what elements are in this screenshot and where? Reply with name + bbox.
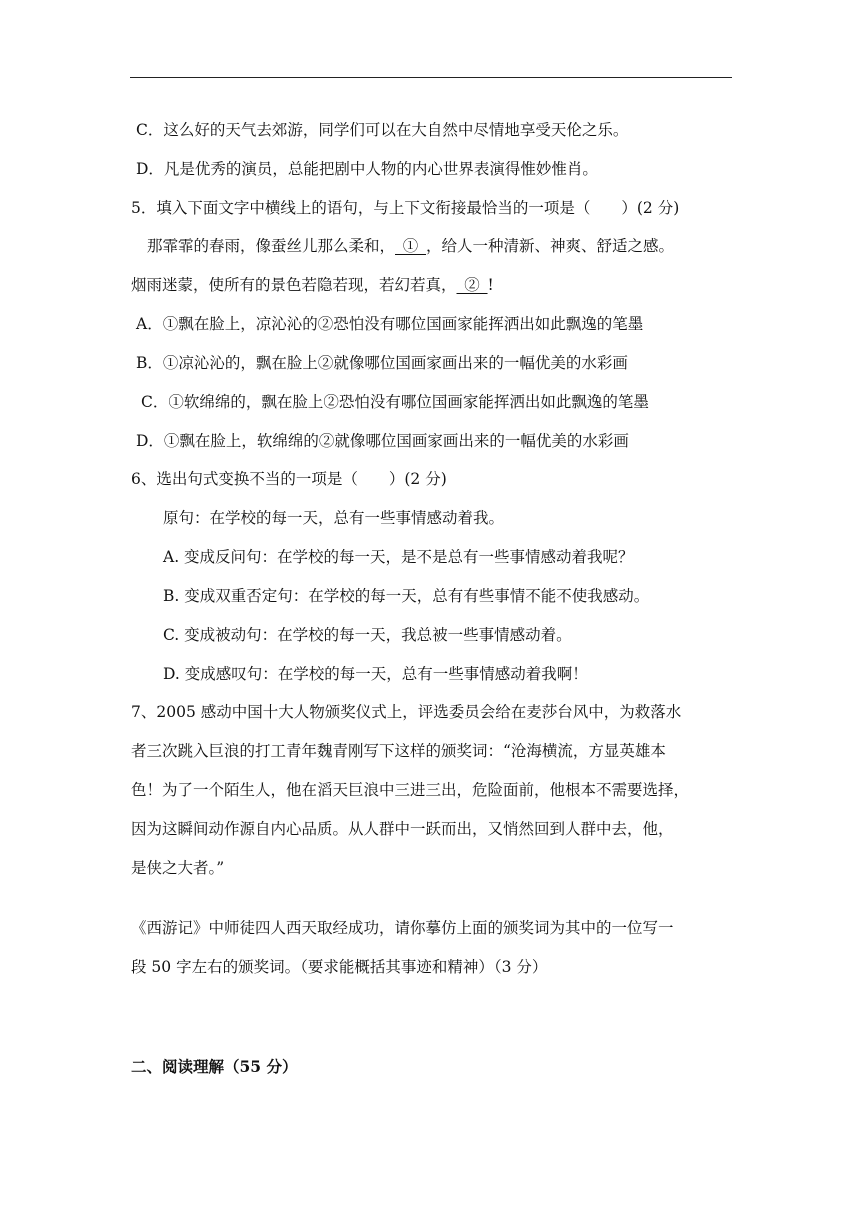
q4-option-d: D．凡是优秀的演员，总能把剧中人物的内心世界表演得惟妙惟肖。 [136,160,598,178]
header-rule [130,77,732,78]
q6-option-b: B. 变成双重否定句：在学校的每一天，总有有些事情不能不使我感动。 [163,587,650,605]
q5-option-c: C．①软绵绵的，飘在脸上②恐怕没有哪位国画家能挥洒出如此飘逸的笔墨 [141,393,649,411]
q5-passage-line2 [131,275,494,295]
q5-option-d: D．①飘在脸上，软绵绵的②就像哪位国画家画出来的一幅优美的水彩画 [136,432,629,450]
q5-passage-c: 烟雨迷蒙，使所有的景色若隐若现，若幻若真， [131,276,457,294]
q4-option-c: C．这么好的天气去郊游，同学们可以在大自然中尽情地享受天伦之乐。 [136,121,629,139]
q6-option-a: A. 变成反问句：在学校的每一天，是不是总有一些事情感动着我呢？ [163,548,634,566]
q5-passage-a: 那霏霏的春雨，像蚕丝儿那么柔和， [147,237,396,255]
q5-blank-2: _②_ [456,276,488,294]
q7-line-4: 因为这瞬间动作源自内心品质。从人群中一跃而出，又悄然回到人群中去，他， [131,820,674,838]
q7-task-line-2: 段 50 字左右的颁奖词。（要求能概括其事迹和精神）（3 分） [131,958,548,976]
q5-blank-1: _①_ [395,237,427,255]
q7-line-5: 是侠之大者。” [131,859,225,877]
q5-passage-d: ! [487,276,494,294]
q6-option-d: D. 变成感叹句：在学校的每一天，总有一些事情感动着我啊！ [163,665,588,683]
q7-line-2: 者三次跳入巨浪的打工青年魏青刚写下这样的颁奖词：“沧海横流，方显英雄本 [131,742,666,760]
q5-option-b: B．①凉沁沁的，飘在脸上②就像哪位国画家画出来的一幅优美的水彩画 [136,354,628,372]
section-2-heading: 二、阅读理解（55 分） [131,1057,298,1076]
q7-task-line-1: 《西游记》中师徒四人西天取经成功，请你摹仿上面的颁奖词为其中的一位写一 [131,919,674,937]
q6-question: 6、选出句式变换不当的一项是（ ）(2 分) [131,470,447,488]
q5-question: 5．填入下面文字中横线上的语句，与上下文衔接最恰当的一项是（ ）(2 分) [131,199,680,217]
q7-line-3: 色！为了一个陌生人，他在滔天巨浪中三进三出，危险面前，他根本不需要选择， [131,781,690,799]
q6-option-c: C. 变成被动句：在学校的每一天，我总被一些事情感动着。 [163,626,572,644]
q5-passage-b: ，给人一种清新、神爽、舒适之感。 [426,237,675,255]
q5-passage-line1 [147,236,674,256]
q5-option-a: A．①飘在脸上，凉沁沁的②恐怕没有哪位国画家能挥洒出如此飘逸的笔墨 [136,315,644,333]
q6-original: 原句：在学校的每一天，总有一些事情感动着我。 [163,509,505,527]
q7-line-1: 7、2005 感动中国十大人物颁奖仪式上，评选委员会给在麦莎台风中，为救落水 [131,703,682,721]
